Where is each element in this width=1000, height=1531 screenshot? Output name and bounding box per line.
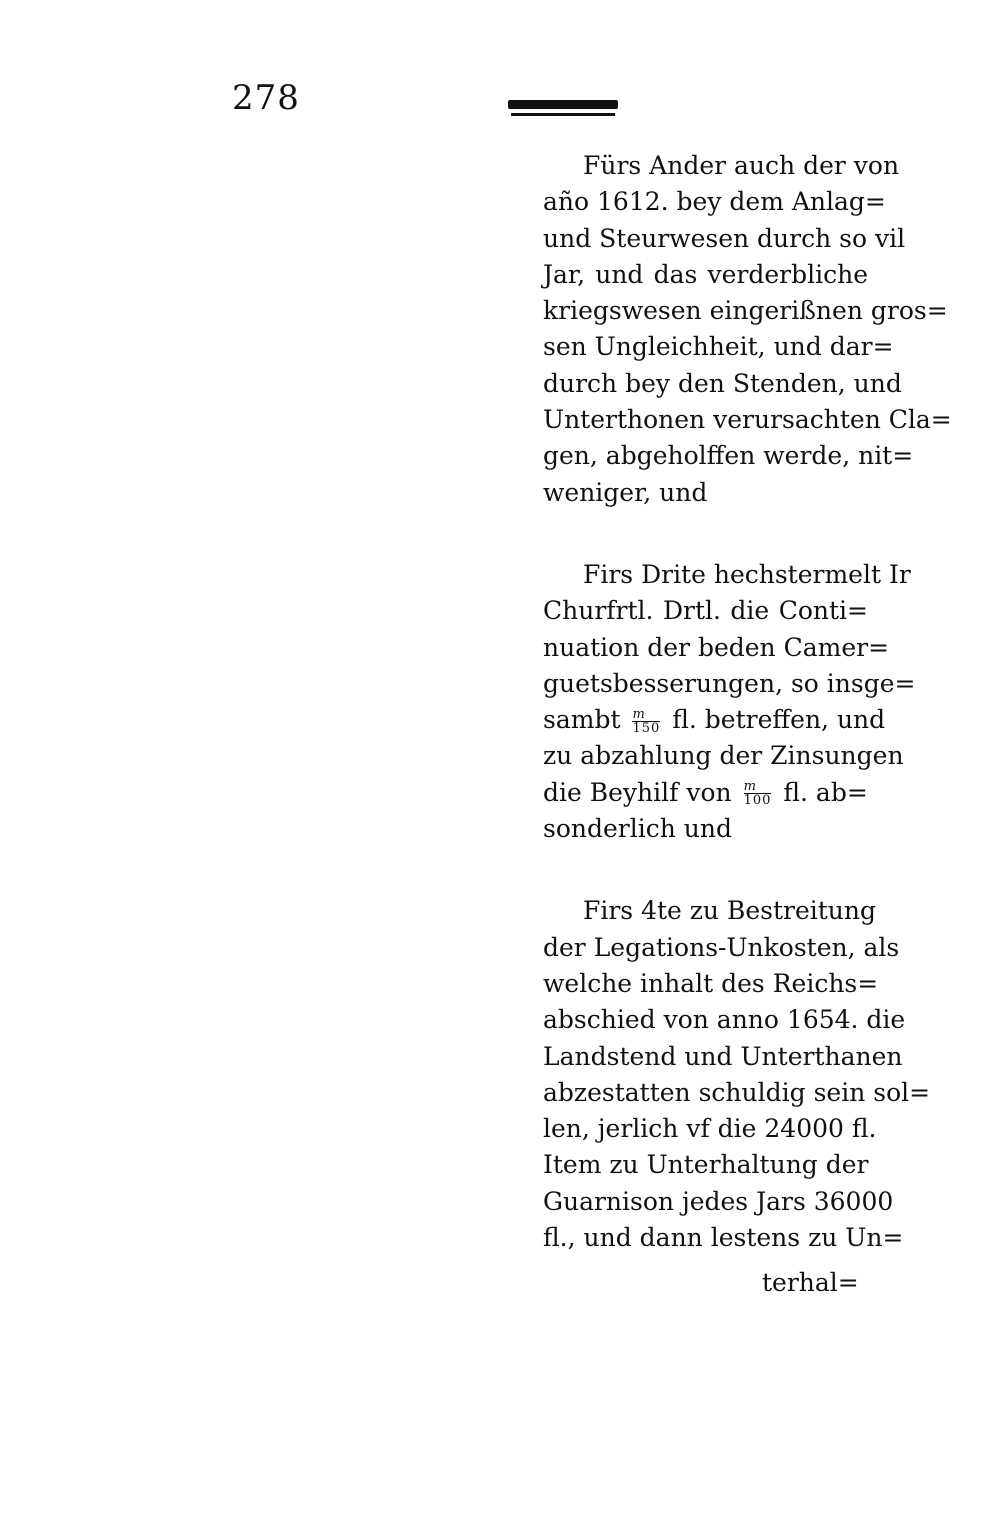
- text-line: Firs Drite hechstermelt Ir: [583, 559, 911, 589]
- text-line: zu abzahlung der Zinsungen: [543, 741, 904, 771]
- text-line: welche inhalt des Reichs=: [543, 968, 879, 998]
- fraction-denominator: 100: [743, 793, 772, 809]
- fraction-numerator: m: [743, 779, 756, 795]
- text-line: kriegswesen eingerißnen gros=: [543, 296, 948, 326]
- text-segment: sambt: [543, 705, 621, 735]
- text-line: fl., und dann lestens zu Un=: [543, 1223, 904, 1253]
- text-line: [543, 775, 868, 811]
- page-number: 278: [232, 78, 300, 118]
- text-line: durch bey den Stenden, und: [543, 368, 902, 398]
- catchword: terhal=: [762, 1268, 859, 1297]
- text-line: Guarnison jedes Jars 36000: [543, 1186, 894, 1216]
- text-column: [543, 148, 952, 1256]
- text-line: abschied von anno 1654. die: [543, 1005, 906, 1035]
- text-line: Unterthonen verursachten Cla=: [543, 405, 952, 435]
- fraction-numerator: m: [632, 706, 645, 722]
- text-line: der Legations-Unkosten, als: [543, 932, 900, 962]
- text-line: Landstend und Unterthanen: [543, 1041, 903, 1071]
- text-line: und Steurwesen durch so vil: [543, 223, 906, 253]
- text-segment: fl. betreffen, und: [672, 705, 886, 735]
- text-line: [543, 702, 886, 738]
- paragraph-1: [543, 148, 952, 511]
- paragraph-3: [543, 893, 931, 1256]
- text-line: abzestatten schuldig sein sol=: [543, 1077, 931, 1107]
- text-line: Firs 4te zu Bestreitung: [583, 896, 877, 926]
- text-segment: die Beyhilf von: [543, 777, 732, 807]
- text-line: sen Ungleichheit, und dar=: [543, 332, 894, 362]
- text-line: Fürs Ander auch der von: [583, 151, 900, 180]
- text-segment: fl. ab=: [783, 777, 868, 807]
- fraction: [744, 781, 772, 807]
- text-line: gen, abgeholffen werde, nit=: [543, 441, 914, 471]
- text-line: Jar, und das verderbliche: [543, 259, 868, 289]
- paragraph-2: [543, 557, 916, 847]
- text-line: Item zu Unterhaltung der: [543, 1150, 869, 1180]
- text-line: Churfrtl. Drtl. die Conti=: [543, 596, 868, 626]
- header-rule: [508, 100, 618, 116]
- text-line: nuation der beden Camer=: [543, 632, 890, 662]
- text-line: guetsbesserungen, so insge=: [543, 668, 916, 698]
- text-line: len, jerlich vf die 24000 fl.: [543, 1114, 877, 1144]
- text-line: sonderlich und: [543, 814, 732, 844]
- text-line: weniger, und: [543, 477, 708, 507]
- fraction-denominator: 150: [632, 720, 661, 736]
- fraction: [632, 706, 661, 736]
- text-line: año 1612. bey dem Anlag=: [543, 187, 886, 217]
